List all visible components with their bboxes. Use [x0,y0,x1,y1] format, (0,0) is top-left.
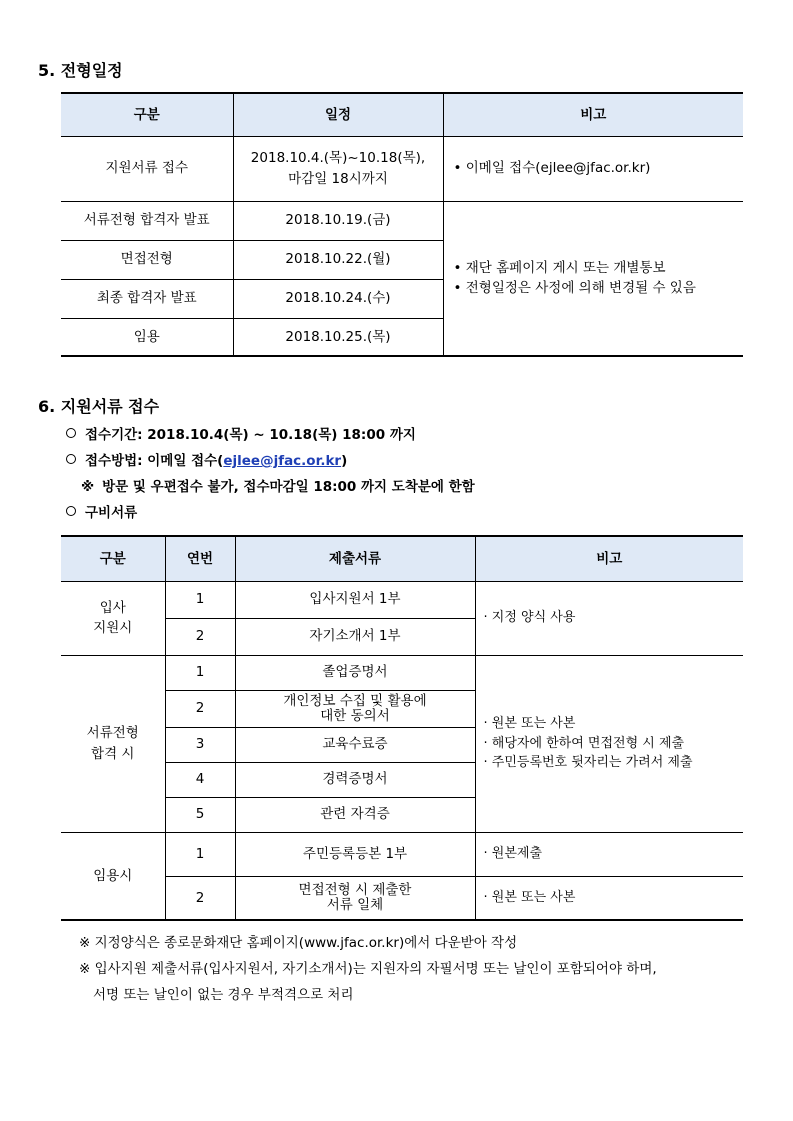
docs-note-line: · 해당자에 한하여 면접전형 시 제출 [483,735,685,751]
docs-category [61,655,165,832]
table-row [61,655,743,690]
docs-note-line: · 주민등록번호 뒷자리는 가려서 제출 [483,755,693,771]
footnote: ※ 지정양식은 종로문화재단 홈페이지(www.jfac.or.kr)에서 다운받아 작성 [79,935,518,951]
docs-header-category: 구분 [61,536,165,581]
table-row [61,581,743,618]
schedule-category: 서류전형 합격자 발표 [61,201,233,240]
application-period-text: 접수기간: 2018.10.4(목) ~ 10.18(목) 18:00 까지 [85,427,416,443]
docs-number: 1 [165,655,235,690]
application-warning [66,474,475,500]
docs-number: 3 [165,727,235,762]
docs-document-line: 면접전형 시 제출한 [298,881,412,898]
docs-number: 5 [165,797,235,832]
required-docs-label [66,500,475,526]
application-info [66,422,475,526]
schedule-shared-note [443,201,743,356]
docs-number: 2 [165,618,235,655]
docs-note: · 원본제출 [475,832,743,876]
schedule-category: 임용 [61,318,233,356]
documents-table [61,535,743,921]
application-method [66,448,475,474]
schedule-category: 지원서류 접수 [61,136,233,201]
docs-note-line: · 원본 또는 사본 [483,716,576,732]
docs-document: 입사지원서 1부 [235,581,475,618]
docs-header-note: 비고 [475,536,743,581]
schedule-date: 2018.10.24.(수) [233,279,443,318]
docs-note [475,655,743,832]
email-link[interactable]: ejlee@jfac.or.kr [223,453,342,469]
required-docs-text: 구비서류 [85,505,138,521]
table-row [61,832,743,876]
footnote: 서명 또는 날인이 없는 경우 부적격으로 처리 [93,987,354,1003]
docs-category-line: 입사 [99,599,126,616]
footnote: ※ 입사지원 제출서류(입사지원서, 자기소개서)는 지원자의 자필서명 또는 날인이 포함되어야 하며, [79,961,657,977]
schedule-category: 최종 합격자 발표 [61,279,233,318]
schedule-date: 2018.10.25.(목) [233,318,443,356]
section-5-title: 5. 전형일정 [38,61,123,80]
docs-header-number: 연번 [165,536,235,581]
table-row [61,136,743,201]
docs-header-document: 제출서류 [235,536,475,581]
docs-category-line: 서류전형 [86,725,139,742]
application-method-text: 접수방법: 이메일 접수( [85,453,224,469]
docs-document [235,876,475,920]
docs-document: 경력증명서 [235,762,475,797]
schedule-note-line: • 재단 홈페이지 게시 또는 개별통보 [453,260,666,276]
docs-category-line: 지원시 [93,620,133,636]
docs-document: 졸업증명서 [235,655,475,690]
docs-document: 자기소개서 1부 [235,618,475,655]
docs-note: · 지정 양식 사용 [475,581,743,655]
table-row [61,201,743,240]
schedule-table [61,92,743,357]
schedule-category: 면접전형 [61,240,233,279]
application-period [66,422,475,448]
schedule-header-note: 비고 [443,93,743,136]
schedule-date [233,136,443,201]
docs-document: 관련 자격증 [235,797,475,832]
docs-number: 4 [165,762,235,797]
schedule-date: 2018.10.19.(금) [233,201,443,240]
schedule-date-line: 마감일 18시까지 [288,170,388,187]
docs-number: 2 [165,690,235,727]
docs-document: 교육수료증 [235,727,475,762]
schedule-date: 2018.10.22.(월) [233,240,443,279]
docs-category-line: 합격 시 [91,745,135,762]
docs-category [61,581,165,655]
circle-bullet-icon [66,454,76,464]
docs-number: 1 [165,581,235,618]
schedule-header-date: 일정 [233,93,443,136]
docs-document: 주민등록등본 1부 [235,832,475,876]
docs-document-line: 개인정보 수집 및 활용에 [283,692,427,709]
docs-category: 임용시 [61,832,165,920]
schedule-header-category: 구분 [61,93,233,136]
docs-document-line: 대한 동의서 [320,707,390,724]
application-warning-text: 방문 및 우편접수 불가, 접수마감일 18:00 까지 도착분에 한함 [102,479,475,495]
docs-document [235,690,475,727]
footnotes [79,930,749,1008]
docs-number: 2 [165,876,235,920]
docs-note: · 원본 또는 사본 [475,876,743,920]
reference-mark: ※ [81,479,95,495]
schedule-date-line: 2018.10.4.(목)~10.18(목), [250,150,426,167]
schedule-note-line: • 전형일정은 사정에 의해 변경될 수 있음 [453,280,696,297]
schedule-note: • 이메일 접수(ejlee@jfac.or.kr) [443,136,743,201]
docs-number: 1 [165,832,235,876]
section-6-title: 6. 지원서류 접수 [38,397,160,416]
application-method-suffix: ) [341,453,348,469]
circle-bullet-icon [66,506,76,516]
docs-document-line: 서류 일체 [326,896,384,913]
circle-bullet-icon [66,428,76,438]
